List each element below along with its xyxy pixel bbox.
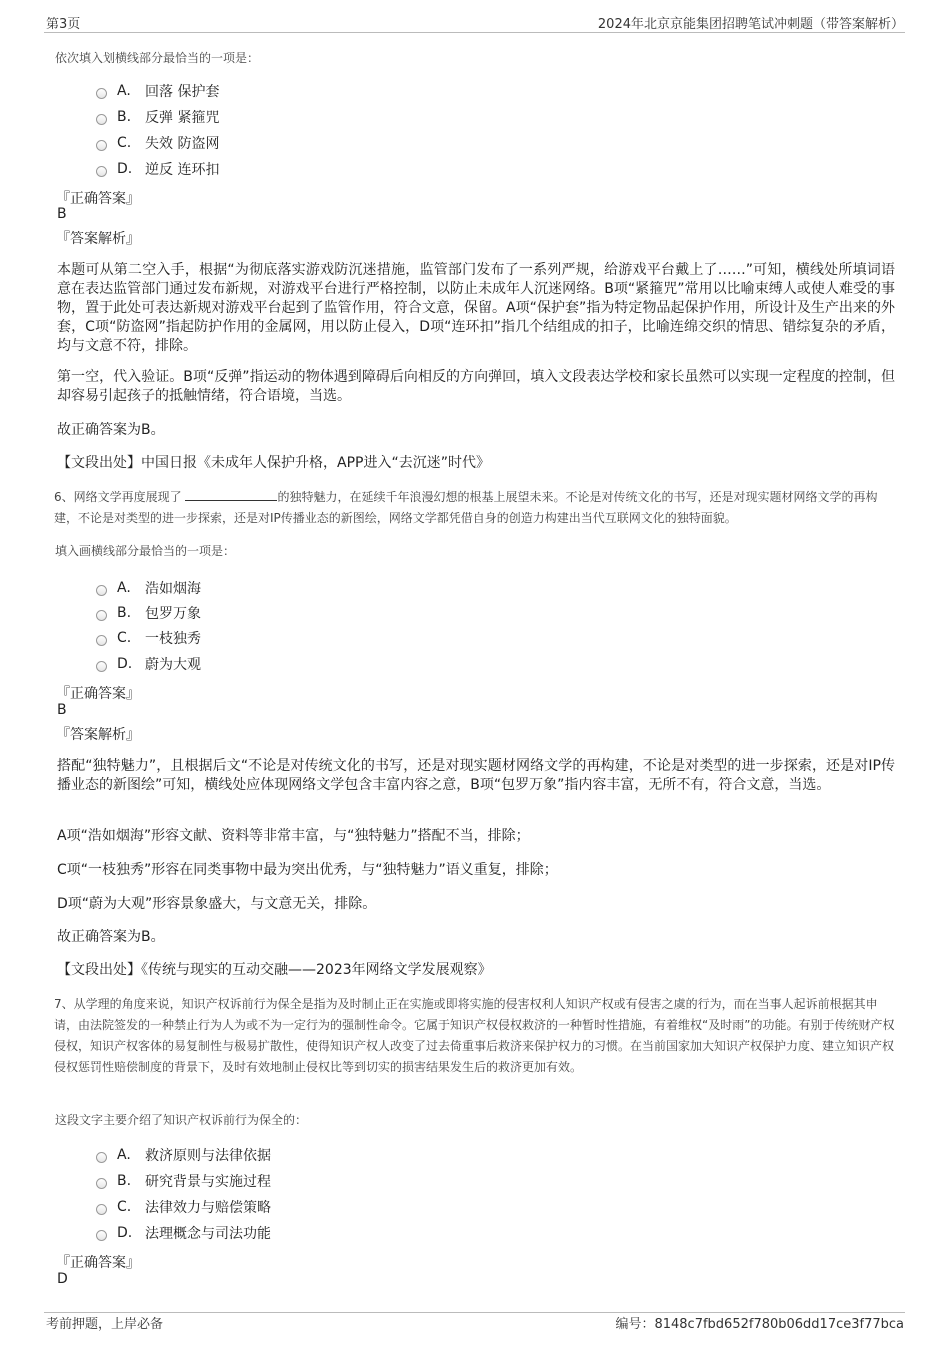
footer-slogan: 考前押题，上岸必备 bbox=[46, 1317, 164, 1332]
radio-icon[interactable] bbox=[96, 1152, 107, 1163]
answer-value: B bbox=[57, 206, 67, 222]
analysis-label: 『答案解析』 bbox=[56, 727, 140, 743]
q6-prompt: 填入画横线部分最恰当的一项是： bbox=[55, 544, 236, 558]
answer-label: 『正确答案』 bbox=[56, 686, 140, 702]
header-divider bbox=[44, 32, 905, 33]
q5-option-b[interactable]: B. 反弹 紧箍咒 bbox=[96, 107, 219, 127]
radio-icon[interactable] bbox=[96, 88, 107, 99]
radio-icon[interactable] bbox=[96, 1230, 107, 1241]
answer-value: D bbox=[57, 1271, 68, 1287]
analysis-label: 『答案解析』 bbox=[56, 231, 140, 247]
analysis-conclusion: 故正确答案为B。 bbox=[57, 422, 165, 438]
q7-option-c[interactable]: C. 法律效力与赔偿策略 bbox=[96, 1197, 271, 1217]
source-citation: 【文段出处】《传统与现实的互动交融——2023年网络文学发展观察》 bbox=[57, 962, 492, 978]
radio-icon[interactable] bbox=[96, 610, 107, 621]
analysis-conclusion: 故正确答案为B。 bbox=[57, 929, 165, 945]
q5-option-c[interactable]: C. 失效 防盗网 bbox=[96, 133, 219, 153]
q7-stem: 7、从学理的角度来说，知识产权诉前行为保全是指为及时制止正在实施或即将实施的侵害权利人知识产权或有侵害之虞的行为，而在当事人起诉前根据其申请，由法院签发的一种禁止行为人为或不为一定行为的强制性命令。它属于知识产权侵权救济的一种暂时性措施，有着维权“及时雨”的功能。有别于传统财产权侵权，知识产权客体的易复制性与极易扩散性，使得知识产权人改变了过去倚重事后救济来保护权力的习惯。在当前国家加大知识产权保护力度、建立知识产权侵权惩罚性赔偿制度的背景下，及时有效地制止侵权比等到切实的损害结果发生后的救济更加有效。 bbox=[54, 997, 895, 1074]
radio-icon[interactable] bbox=[96, 114, 107, 125]
radio-icon[interactable] bbox=[96, 635, 107, 646]
radio-icon[interactable] bbox=[96, 661, 107, 672]
answer-label: 『正确答案』 bbox=[56, 191, 140, 207]
q6-option-a[interactable]: A. 浩如烟海 bbox=[96, 578, 201, 598]
analysis-paragraph: 第一空，代入验证。B项“反弹”指运动的物体遇到障碍后向相反的方向弹回，填入文段表达学校和家长虽然可以实现一定程度的控制，但却容易引起孩子的抵触情绪，符合语境，当选。 bbox=[57, 369, 895, 404]
document-title: 2024年北京京能集团招聘笔试冲刺题（带答案解析） bbox=[597, 17, 904, 32]
q5-option-a[interactable]: A. 回落 保护套 bbox=[96, 81, 219, 101]
analysis-paragraph: C项“一枝独秀”形容在同类事物中最为突出优秀，与“独特魅力”语义重复，排除； bbox=[57, 862, 558, 878]
answer-value: B bbox=[57, 702, 67, 718]
answer-label: 『正确答案』 bbox=[56, 1255, 140, 1271]
q6-option-c[interactable]: C. 一枝独秀 bbox=[96, 628, 201, 648]
q6-stem: 6、网络文学再度展现了 的独特魅力，在延续千年浪漫幻想的根基上展望未来。不论是对传统文化的书写，还是对现实题材网络文学的再构建，不论是对类型的进一步探索，还是对IP传播业态的新图绘，网络文学都凭借自身的创造力构建出当代互联网文化的独特面貌。 bbox=[54, 490, 878, 525]
q6-option-b[interactable]: B. 包罗万象 bbox=[96, 603, 201, 623]
q7-option-d[interactable]: D. 法理概念与司法功能 bbox=[96, 1223, 271, 1243]
q7-option-b[interactable]: B. 研究背景与实施过程 bbox=[96, 1171, 271, 1191]
radio-icon[interactable] bbox=[96, 1204, 107, 1215]
radio-icon[interactable] bbox=[96, 1178, 107, 1189]
page-number: 第3页 bbox=[46, 17, 81, 32]
analysis-paragraph: 搭配“独特魅力”，且根据后文“不论是对传统文化的书写，还是对现实题材网络文学的再构建，不论是对类型的进一步探索，还是对IP传播业态的新图绘”可知，横线处应体现网络文学包含丰富内容之意，B项“包罗万象”指内容丰富，无所不有，符合文意，当选。 bbox=[57, 758, 895, 793]
analysis-paragraph: A项“浩如烟海”形容文献、资料等非常丰富，与“独特魅力”搭配不当，排除； bbox=[57, 828, 530, 844]
analysis-paragraph: 本题可从第二空入手，根据“为彻底落实游戏防沉迷措施，监管部门发布了一系列严规，给游戏平台戴上了……”可知，横线处所填词语意在表达监管部门通过发布新规，对游戏平台进行严格控制，以防止未成年人沉迷网络。B项“紧箍咒”常用以比喻束缚人或使人难受的事物，置于此处可表达新规对游戏平台起到了监管作用，符合文意，保留。A项“保护套”指为特定物品起保护作用，所设计及生产出来的外套，C项“防盗网”指起防护作用的金属网，用以防止侵入，D项“连环扣”指几个结组成的扣子，比喻连绵交织的情思、错综复杂的矛盾，均与文意不符，排除。 bbox=[57, 262, 895, 354]
document-id: 编号：8148c7fbd652f780b06dd17ce3f77bca bbox=[615, 1317, 904, 1332]
q5-option-d[interactable]: D. 逆反 连环扣 bbox=[96, 159, 219, 179]
answer-blank bbox=[185, 489, 277, 501]
source-citation: 【文段出处】中国日报《未成年人保护升格，APP进入“去沉迷”时代》 bbox=[57, 455, 490, 471]
q5-prompt: 依次填入划横线部分最恰当的一项是： bbox=[55, 51, 260, 65]
radio-icon[interactable] bbox=[96, 585, 107, 596]
analysis-paragraph: D项“蔚为大观”形容景象盛大，与文意无关，排除。 bbox=[57, 896, 377, 912]
q7-prompt: 这段文字主要介绍了知识产权诉前行为保全的： bbox=[55, 1113, 308, 1127]
q7-option-a[interactable]: A. 救济原则与法律依据 bbox=[96, 1145, 271, 1165]
radio-icon[interactable] bbox=[96, 166, 107, 177]
q6-option-d[interactable]: D. 蔚为大观 bbox=[96, 654, 201, 674]
radio-icon[interactable] bbox=[96, 140, 107, 151]
